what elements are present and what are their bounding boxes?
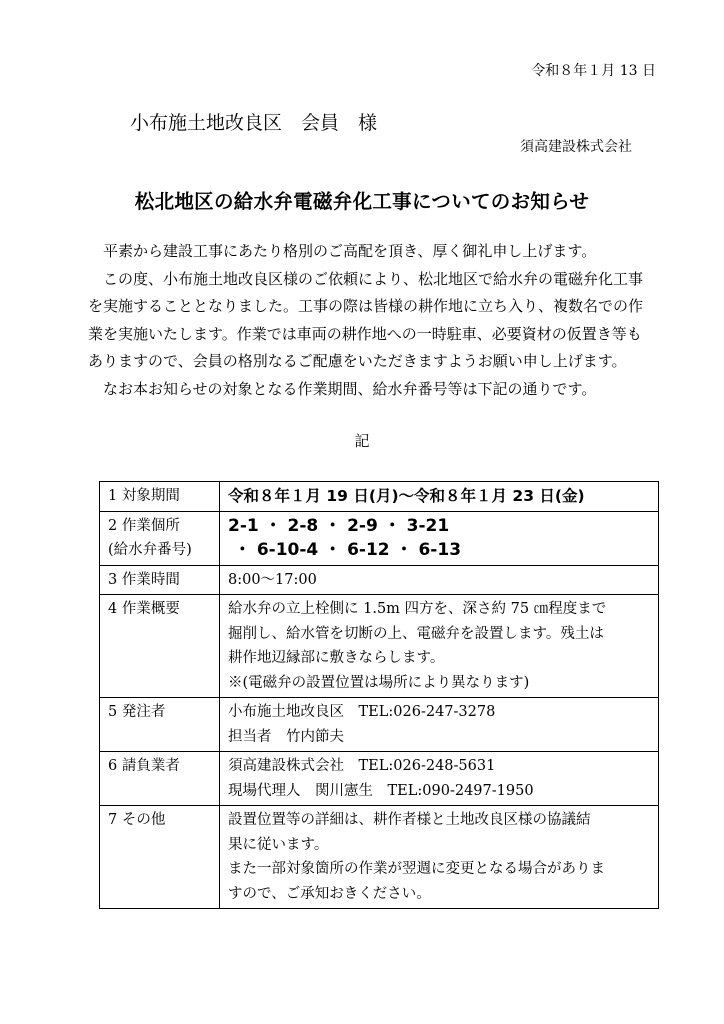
paragraph: 平素から建設工事にあたり格別のご高配を頂き、厚く御礼申し上げます。	[103, 242, 597, 260]
table-row	[100, 806, 659, 909]
orderer-line: 担当者 竹内節夫	[228, 728, 344, 745]
other-line: 果に従います。	[228, 836, 329, 853]
location-line: 2-1 ・ 2-8 ・ 2-9 ・ 3-21	[228, 515, 450, 536]
orderer-line: 小布施土地改良区 TEL:026-247-3278	[228, 704, 496, 720]
other-label: 7 その他	[100, 806, 220, 909]
other-line: すので、ご承知おきください。	[228, 885, 431, 902]
body-text	[88, 238, 648, 403]
location-label-line: 2 作業個所	[108, 517, 180, 534]
table-row	[100, 482, 659, 512]
orderer-label: 5 発注者	[100, 698, 220, 752]
page-title: 松北地区の給水弁電磁弁化工事についてのお知らせ	[134, 190, 590, 213]
ki-heading: 記	[354, 432, 370, 450]
time-label: 3 作業時間	[100, 565, 220, 595]
time-value: 8:00～17:00	[220, 565, 659, 595]
table-row	[100, 698, 659, 752]
location-label	[100, 511, 220, 565]
contractor-line: 現場代理人 関川憲生 TEL:090-2497-1950	[228, 782, 534, 799]
other-line: 設置位置等の詳細は、耕作者様と土地改良区様の協議結	[228, 812, 591, 828]
table-row	[100, 595, 659, 698]
contractor-value	[220, 752, 659, 806]
recipient: 小布施土地改良区 会員 様	[130, 112, 378, 134]
period-label: 1 対象期間	[100, 482, 220, 512]
overview-value	[220, 595, 659, 698]
location-value	[220, 511, 659, 565]
details-table	[99, 481, 659, 909]
paragraph: なお本お知らせの対象となる作業期間、給水弁番号等は下記の通りです。	[103, 379, 597, 398]
overview-label: 4 作業概要	[100, 595, 220, 698]
date: 令和８年１月 13 日	[531, 63, 656, 79]
paragraph: この度、小布施土地改良区様のご依頼により、松北地区で給水弁の電磁弁化工事を実施することとなりました。工事の際は皆様の耕作地に立ち入り、複数名での作業を実施いたします。作業では車両の耕作地への一時駐車、必要資材の仮置き等もありますので、会員の格別なるご配慮をいただきますようお願い申し上げます。	[88, 269, 644, 370]
contractor-label: 6 請負業者	[100, 752, 220, 806]
location-line: ・ 6-10-4 ・ 6-12 ・ 6-13	[228, 540, 462, 560]
overview-line: ※(電磁弁の設置位置は場所により異なります)	[228, 674, 530, 691]
overview-line: 掘削し、給水管を切断の上、電磁弁を設置します。残土は	[228, 625, 604, 642]
sender: 須高建設株式会社	[520, 139, 632, 155]
contractor-line: 須高建設株式会社 TEL:026-248-5631	[228, 758, 496, 774]
location-label-line: (給水弁番号)	[108, 542, 192, 558]
overview-line: 給水弁の立上栓側に 1.5m 四方を、深さ約 75 ㎝程度まで	[228, 601, 607, 617]
table-row	[100, 511, 659, 565]
overview-line: 耕作地辺縁部に敷きならします。	[228, 650, 445, 666]
other-value	[220, 806, 659, 909]
period-value: 令和８年１月 19 日(月)～令和８年１月 23 日(金)	[220, 482, 659, 512]
orderer-value	[220, 698, 659, 752]
table-row	[100, 752, 659, 806]
other-line: また一部対象箇所の作業が翌週に変更となる場合がありま	[228, 861, 605, 877]
table-row	[100, 565, 659, 595]
